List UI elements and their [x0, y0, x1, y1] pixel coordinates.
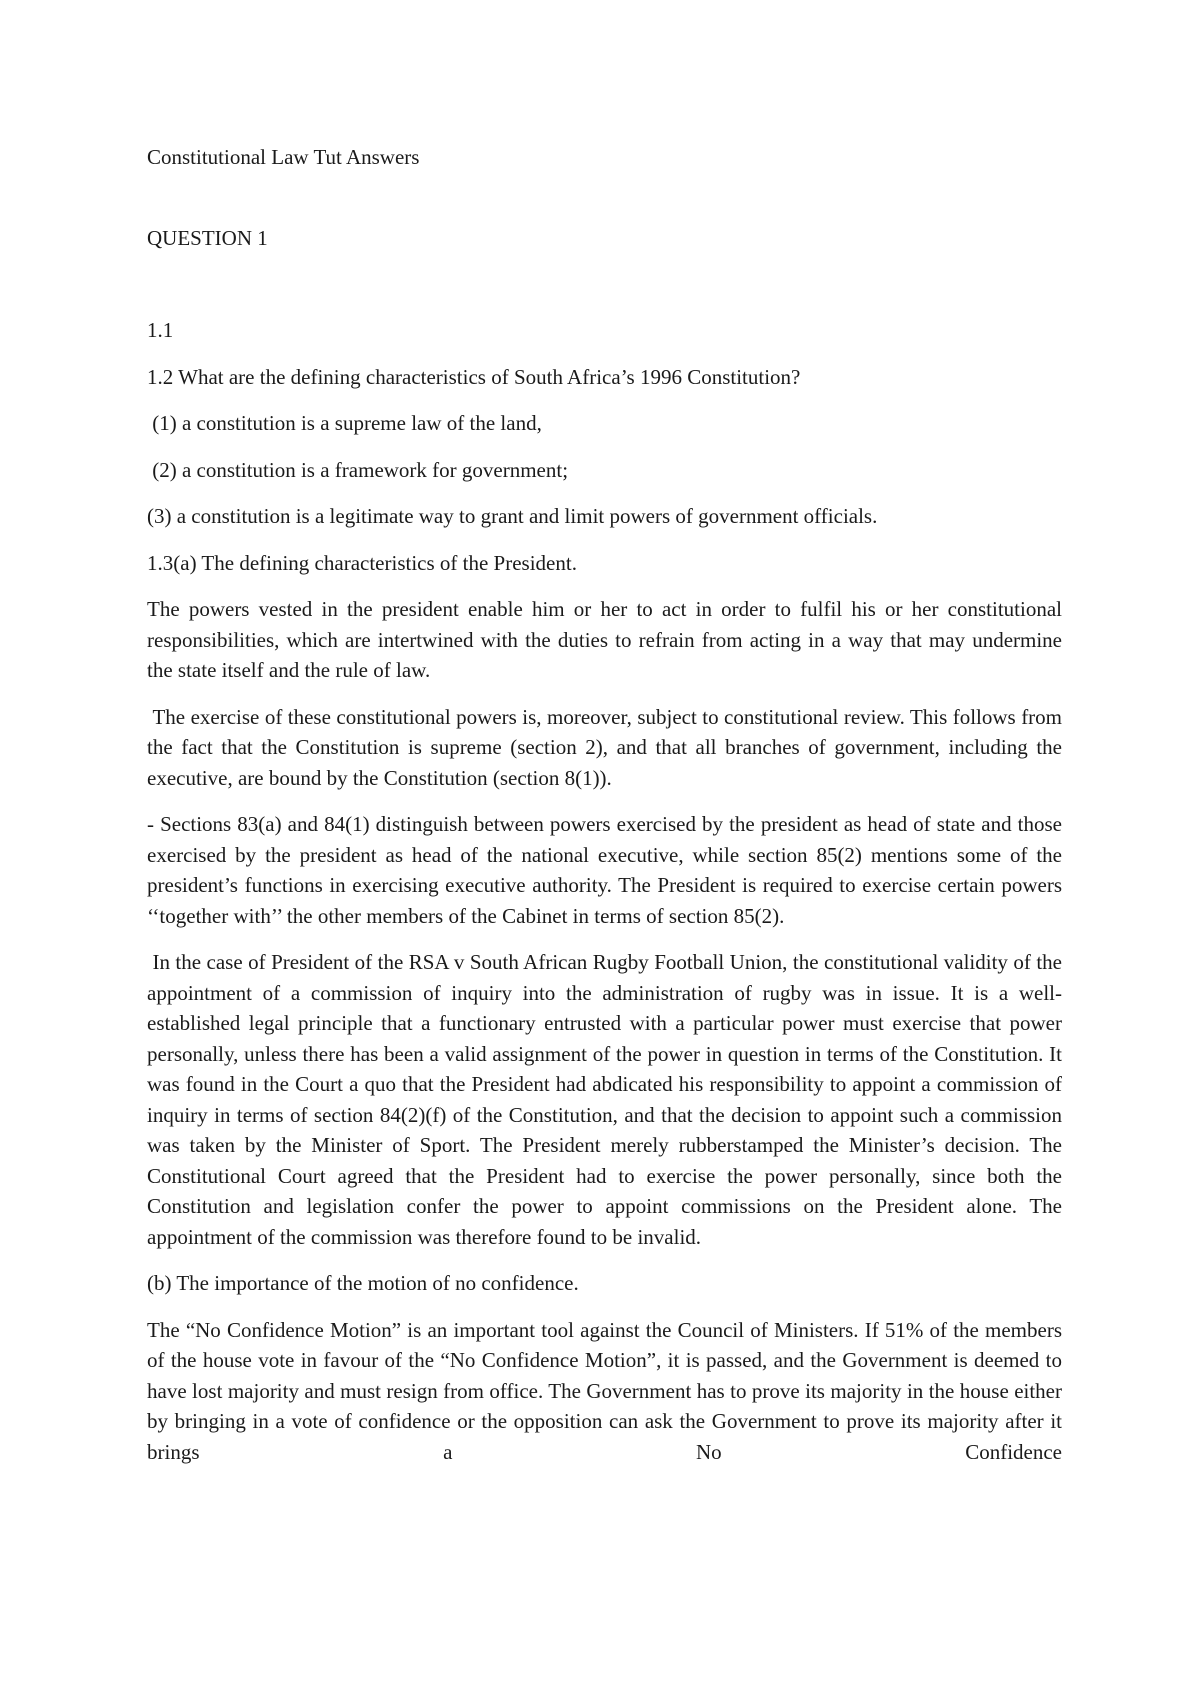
- characteristic-3: (3) a constitution is a legitimate way to grant and limit powers of government officials.: [147, 504, 878, 528]
- paragraph-constitutional-review: The exercise of these constitutional powers is, moreover, subject to constitutional review. This follows from the fact that the Constitution is supreme (section 2), and that all branches of government, including the executive, are bound by the Constitution (section 8(1)).: [147, 704, 1068, 790]
- question-heading: QUESTION 1: [147, 225, 268, 250]
- characteristic-1: (1) a constitution is a supreme law of the land,: [147, 411, 542, 435]
- paragraph-president-powers: The powers vested in the president enable him or her to act in order to fulfil his or her constitutional responsibilities, which are intertwined with the duties to refrain from acting in a way that may undermine the state itself and the rule of law.: [147, 597, 1062, 682]
- item-1-2: 1.2 What are the defining characteristics of South Africa’s 1996 Constitution?: [147, 364, 801, 389]
- item-1-3a: 1.3(a) The defining characteristics of the President.: [147, 550, 577, 575]
- paragraph-sections: - Sections 83(a) and 84(1) distinguish between powers exercised by the president as head of state and those exercised by the president as head of the national executive, while section 85(2) mentions some of the president’s functions in exercising executive authority. The President is required to exercise certain powers ‘‘together with’’ the other members of the Cabinet in terms of section 85(2).: [147, 812, 1062, 928]
- item-b: (b) The importance of the motion of no confidence.: [147, 1271, 579, 1295]
- document-title: Constitutional Law Tut Answers: [147, 145, 420, 169]
- item-1-1: 1.1: [147, 318, 174, 342]
- characteristic-2: (2) a constitution is a framework for government;: [147, 457, 569, 482]
- paragraph-sarfu-case: In the case of President of the RSA v South African Rugby Football Union, the constitutional validity of the appointment of a commission of inquiry into the administration of rugby was in issue. It is a well-established legal principle that a functionary entrusted with a particular power must exercise that power personally, unless there has been a valid assignment of the power in question in terms of the Constitution. It was found in the Court a quo that the President had abdicated his responsibility to appoint a commission of inquiry in terms of section 84(2)(f) of the Constitution, and that the decision to appoint such a commission was taken by the Minister of Sport. The President merely rubberstamped the Minister’s decision. The Constitutional Court agreed that the President had to exercise the power personally, since both the Constitution and legislation confer the power to appoint commissions on the President alone. The appointment of the commission was therefore found to be invalid.: [147, 950, 1068, 1249]
- document-page: [147, 142, 1068, 1483]
- paragraph-no-confidence: The “No Confidence Motion” is an important tool against the Council of Ministers. If 51% of the members of the house vote in favour of the “No Confidence Motion”, it is passed, and the Government is deemed to have lost majority and must resign from office. The Government has to prove its majority in the house either by bringing in a vote of confidence or the opposition can ask the Government to prove its majority after it brings a No Confidence: [147, 1317, 1062, 1464]
